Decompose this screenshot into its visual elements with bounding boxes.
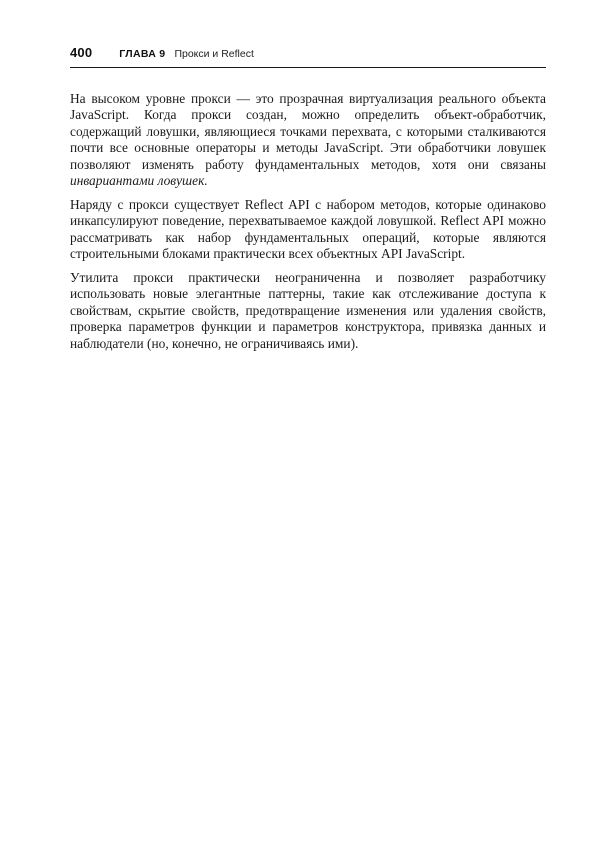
chapter-label: ГЛАВА 9 [119, 48, 166, 60]
paragraph-proxy-overview-italic: инвариантами ловушек. [70, 173, 208, 189]
paragraph-proxy-overview-text: На высоком уровне прокси — это прозрачная виртуализация реального объекта JavaScript. Когда прокси создан, можно определить объект-обработчик, содержащий ловушки, являющиеся точками перехвата, с которыми сталкиваются почти все основные операторы и методы JavaScript. Эти обработчики ловушек позволяют изменять работу фундаментальных методов, хотя они связаны [70, 91, 546, 172]
chapter-title: Прокси и Reflect [174, 48, 254, 60]
page-number: 400 [70, 45, 93, 60]
paragraph-proxy-overview [70, 91, 546, 190]
page-header [70, 45, 546, 60]
header-rule [70, 67, 546, 68]
page-body [70, 91, 546, 352]
paragraph-proxy-utility: Утилита прокси практически неограниченна и позволяет разработчику использовать новые элегантные паттерны, такие как отслеживание доступа к свойствам, скрытие свойств, предотвращение изменения или удаления свойств, проверка параметров функции и параметров конструктора, привязка данных и наблюдатели (но, конечно, не ограничиваясь ими). [70, 269, 546, 351]
paragraph-reflect-api: Наряду с прокси существует Reflect API с набором методов, которые одинаково инкапсулируют поведение, перехватываемое каждой ловушкой. Reflect API можно рассматривать как набор фундаментальных операций, которые являются строительными блоками практически всех объектных API JavaScript. [70, 196, 546, 262]
